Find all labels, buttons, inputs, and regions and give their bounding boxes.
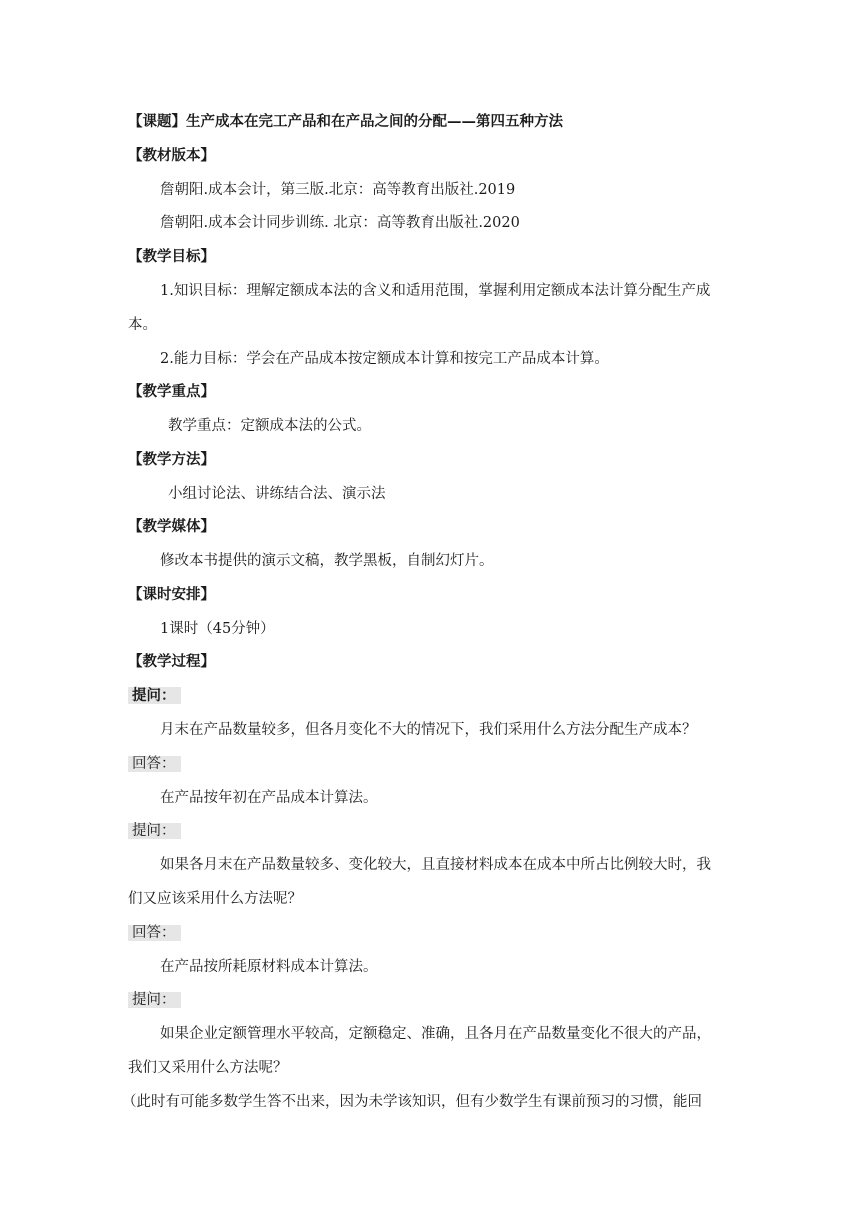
methods-text: 小组讨论法、讲练结合法、演示法	[168, 486, 386, 502]
schedule-text: 1课时（45分钟）	[160, 621, 275, 637]
teacher-note: （此时有可能多数学生答不出来，因为未学该知识，但有少数学生有课前预习的习惯，能回	[122, 1094, 702, 1110]
question-2-label: 提问：	[128, 821, 181, 841]
objective-1-line-2: 本。	[128, 317, 157, 333]
question-3-line-2: 我们又采用什么方法呢？	[128, 1060, 288, 1076]
lesson-title: 【课题】生产成本在完工产品和在产品之间的分配——第四五种方法	[128, 113, 563, 130]
textbook-ref-1: 詹朝阳.成本会计，第三版.北京：高等教育出版社.2019	[160, 182, 516, 198]
objectives-heading: 【教学目标】	[128, 248, 215, 265]
objective-1-line-1: 1.知识目标：理解定额成本法的含义和适用范围，掌握利用定额成本法计算分配生产成	[160, 283, 711, 299]
question-2-line-1: 如果各月末在产品数量较多、变化较大，且直接材料成本在成本中所占比例较大时，我	[160, 857, 711, 873]
answer-1-text: 在产品按年初在产品成本计算法。	[160, 790, 378, 806]
question-3-line-1: 如果企业定额管理水平较高，定额稳定、准确，且各月在产品数量变化不很大的产品，	[160, 1026, 711, 1042]
textbook-ref-2: 詹朝阳.成本会计同步训练. 北京：高等教育出版社.2020	[160, 215, 520, 231]
question-3-label: 提问：	[128, 990, 181, 1010]
objective-2: 2.能力目标：学会在产品成本按定额成本计算和按完工产品成本计算。	[160, 351, 609, 367]
answer-1-label: 回答：	[128, 754, 181, 774]
answer-2-label: 回答：	[128, 923, 181, 943]
schedule-heading: 【课时安排】	[128, 586, 215, 603]
question-2-line-2: 们又应该采用什么方法呢？	[128, 891, 302, 907]
methods-heading: 【教学方法】	[128, 451, 215, 468]
process-heading: 【教学过程】	[128, 653, 215, 670]
key-points-text: 教学重点：定额成本法的公式。	[168, 418, 371, 434]
media-heading: 【教学媒体】	[128, 518, 215, 535]
question-1-label: 提问：	[128, 686, 181, 706]
media-text: 修改本书提供的演示文稿，教学黑板，自制幻灯片。	[160, 553, 494, 569]
key-points-heading: 【教学重点】	[128, 383, 215, 400]
textbook-heading: 【教材版本】	[128, 147, 215, 164]
answer-2-text: 在产品按所耗原材料成本计算法。	[160, 959, 378, 975]
question-1-text: 月末在产品数量较多，但各月变化不大的情况下，我们采用什么方法分配生产成本？	[160, 722, 697, 738]
